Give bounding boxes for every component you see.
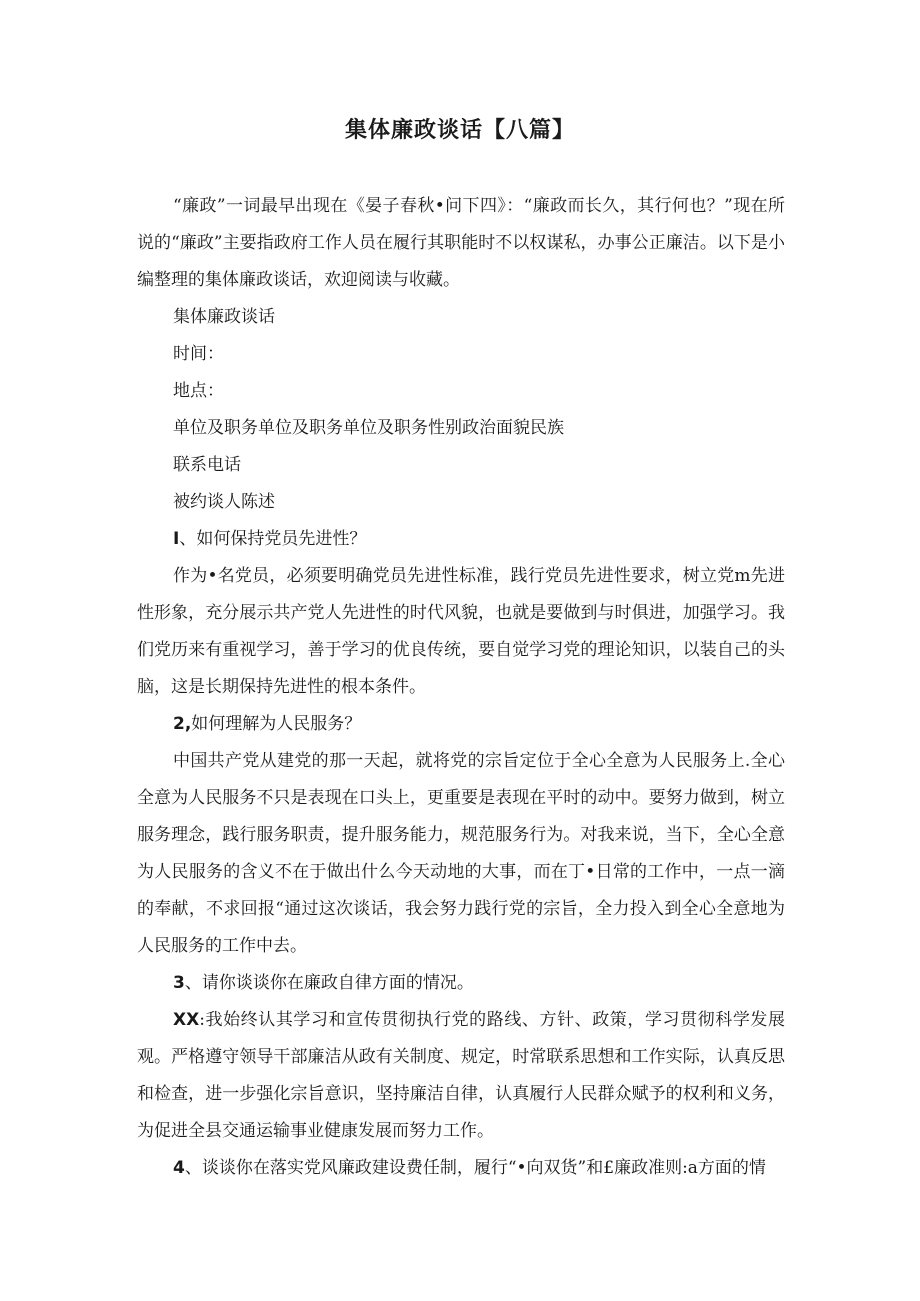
form-place-label: 地点：	[173, 381, 224, 401]
question-4-text: 、谈谈你在落实党风廉政建设费任制，履行“•向双货”和£廉政准则:a方面的情	[184, 1158, 766, 1178]
question-3-number: 3	[173, 973, 185, 993]
question-1-text: 、如何保持党员先进性？	[179, 529, 367, 549]
question-4-number: 4	[173, 1158, 185, 1178]
form-phone-label: 联系电话	[173, 455, 241, 475]
form-heading: 集体廉政谈话	[173, 307, 275, 327]
answer-2: 中国共产党从建党的那一天起，就将党的宗旨定位于全心全意为人民服务上.全心全意为人民服务不只是表现在口头上，更重要是表现在平时的动中。要努力做到，树立服务理念，践行服务职责，提升服务能力，规范服务行为。对我来说，当下，全心全意为人民服务的含义不在于做出什么今天动地的大事，而在丁•日常的工作中，一点一滴的奉献，不求回报“通过这次谈话，我会努力践行党的宗旨，全力投入到全心全意地为人民服务的工作中去。	[137, 751, 785, 956]
answer-3-text: :我始终认其学习和宣传贯彻执行党的路线、方针、政策，学习贯彻科学发展观。严格遵守领导干部廉洁从政有关制度、规定，时常联系思想和工作实际，认真反思和检查，进一步强化宗旨意识，坚持廉洁自律，认真履行人民群众赋予的权利和义务，为促进全县交通运输事业健康发展而努力工作。	[137, 1010, 785, 1141]
question-3	[137, 965, 785, 1002]
question-4	[137, 1150, 785, 1187]
form-statement-label: 被约谈人陈述	[173, 492, 275, 512]
question-3-text: 、请你谈谈你在廉政自律方面的情况。	[184, 973, 474, 993]
answer-3	[137, 1002, 785, 1150]
answer-3-lead: XX	[173, 1010, 200, 1030]
document-title: 集体廉政谈话【八篇】	[344, 118, 575, 143]
document-body	[137, 188, 785, 1187]
form-time-label: 时间：	[173, 344, 224, 364]
question-2-number: 2,	[173, 714, 192, 734]
question-2-text: 如何理解为人民服务？	[191, 714, 362, 734]
intro-paragraph: “廉政”一词最早出现在《晏子春秋•问下四》：“廉政而长久，其行何也？”现在所说的“廉政”主要指政府工作人员在履行其职能时不以权谋私，办事公正廉洁。以下是小编整理的集体廉政谈话，欢迎阅读与收藏。	[137, 196, 785, 290]
question-1	[137, 521, 785, 558]
answer-1: 作为•名党员，必须要明确党员先进性标准，践行党员先进性要求，树立党m先进性形象，充分展示共产党人先进性的时代风貌，也就是要做到与时俱进，加强学习。我们党历来有重视学习，善于学习的优良传统，要自觉学习党的理论知识，以装自己的头脑，这是长期保持先进性的根本条件。	[137, 566, 785, 697]
question-2	[137, 706, 785, 743]
question-1-number: I	[173, 529, 180, 549]
form-unit-row: 单位及职务单位及职务单位及职务性别政治面貌民族	[173, 418, 564, 438]
